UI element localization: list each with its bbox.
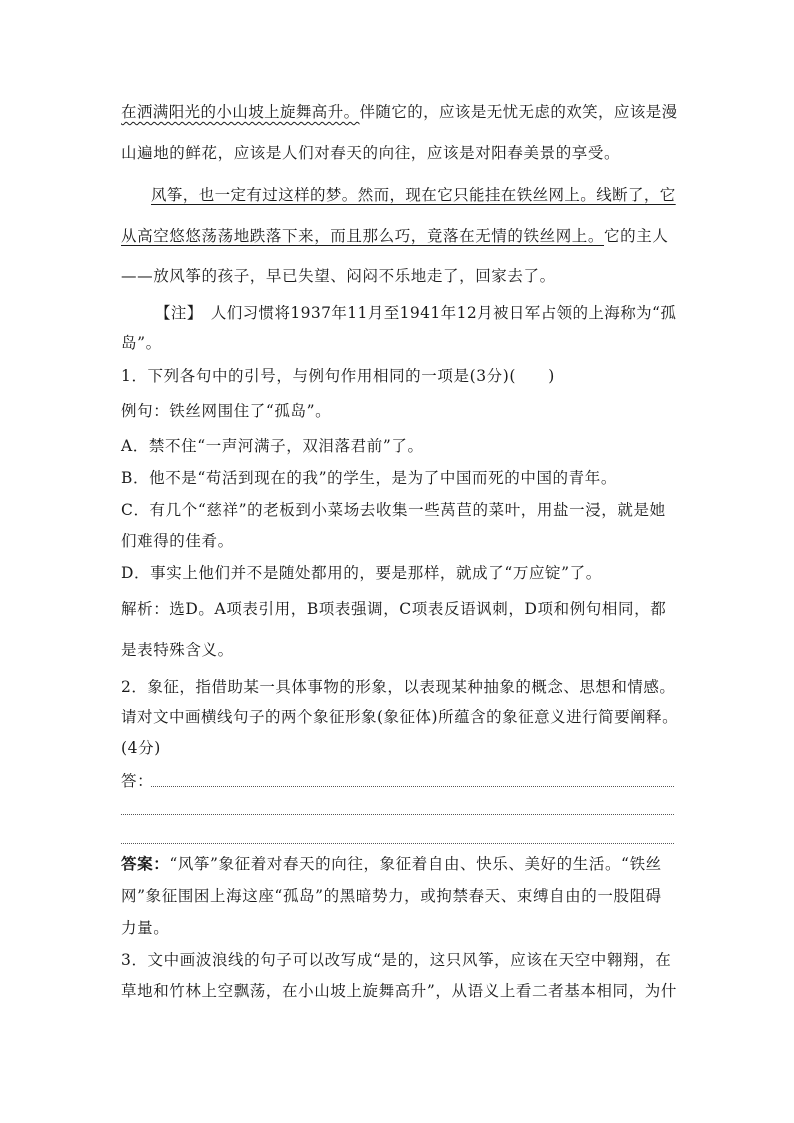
option-b: B．他不是“苟活到现在的我”的学生，是为了中国而死的中国的青年。: [121, 469, 617, 487]
question-stem: 3．文中画波浪线的句子可以改写成“是的，这只风筝，应该在天空中翱翔，在: [121, 951, 672, 969]
question-stem-cont: 请对文中画横线句子的两个象征形象(象征体)所蕴含的象征意义进行简要阐释。: [121, 708, 679, 726]
answer-key-label: 答案：: [121, 854, 170, 873]
analysis-cont: 是表特殊含义。: [121, 641, 234, 659]
wavy-underlined-sentence: 在洒满阳光的小山坡上旋舞高升。: [121, 103, 360, 121]
answer-blank-line[interactable]: [121, 843, 674, 844]
option-d: D．事实上他们并不是随处都用的，要是那样，就成了“万应锭”了。: [121, 564, 602, 582]
option-a: A．禁不住“一声河满子，双泪落君前”了。: [121, 437, 424, 455]
answer-blank-line[interactable]: [121, 814, 674, 815]
footnote: 【注】 人们习惯将1937年11月至1941年12月被日军占领的上海称为“孤: [155, 304, 677, 322]
answer-key: 答案：“风筝”象征着对春天的向往，象征着自由、快乐、美好的生活。“铁丝: [121, 854, 662, 873]
answer-blank-line[interactable]: [151, 786, 674, 787]
option-c-cont: 们难得的佳肴。: [121, 532, 234, 550]
question-stem: 1．下列各句中的引号，与例句作用相同的一项是(3分)( ): [121, 367, 555, 385]
footnote-cont: 岛”。: [121, 334, 162, 352]
passage-line: 山遍地的鲜花，应该是人们对春天的向往，应该是对阳春美景的享受。: [121, 144, 621, 162]
passage-line: 在洒满阳光的小山坡上旋舞高升。伴随它的，应该是无忧无虑的欢笑，应该是漫: [121, 103, 678, 121]
passage-line: 从高空悠悠荡荡地跌落下来，而且那么巧，竟落在无情的铁丝网上。它的主人: [121, 227, 669, 245]
example-sentence: 例句：铁丝网围住了“孤岛”。: [121, 402, 332, 420]
question-stem-cont: 草地和竹林上空飘荡，在小山坡上旋舞高升”，从语义上看二者基本相同，为什: [121, 982, 677, 1000]
question-stem: 2．象征，指借助某一具体事物的形象，以表现某种抽象的概念、思想和情感。: [121, 678, 676, 696]
passage-line: ——放风筝的孩子，早已失望、闷闷不乐地走了，回家去了。: [121, 267, 556, 285]
answer-key-cont: 力量。: [121, 919, 170, 937]
underlined-sentence: 从高空悠悠荡荡地跌落下来，而且那么巧，竟落在无情的铁丝网上。: [121, 227, 605, 245]
option-c: C．有几个“慈祥”的老板到小菜场去收集一些莴苣的菜叶，用盐一浸，就是她: [121, 501, 666, 519]
answer-key-cont: 网”象征围困上海这座“孤岛”的黑暗势力，或拘禁春天、束缚自由的一股阻碍: [121, 887, 662, 905]
question-score: (4分): [121, 739, 161, 757]
analysis: 解析：选D。A项表引用，B项表强调，C项表反语讽刺，D项和例句相同，都: [121, 600, 667, 618]
answer-label: 答：: [121, 772, 154, 790]
underlined-sentence: 风筝，也一定有过这样的梦。然而，现在它只能挂在铁丝网上。线断了，它: [151, 186, 676, 204]
